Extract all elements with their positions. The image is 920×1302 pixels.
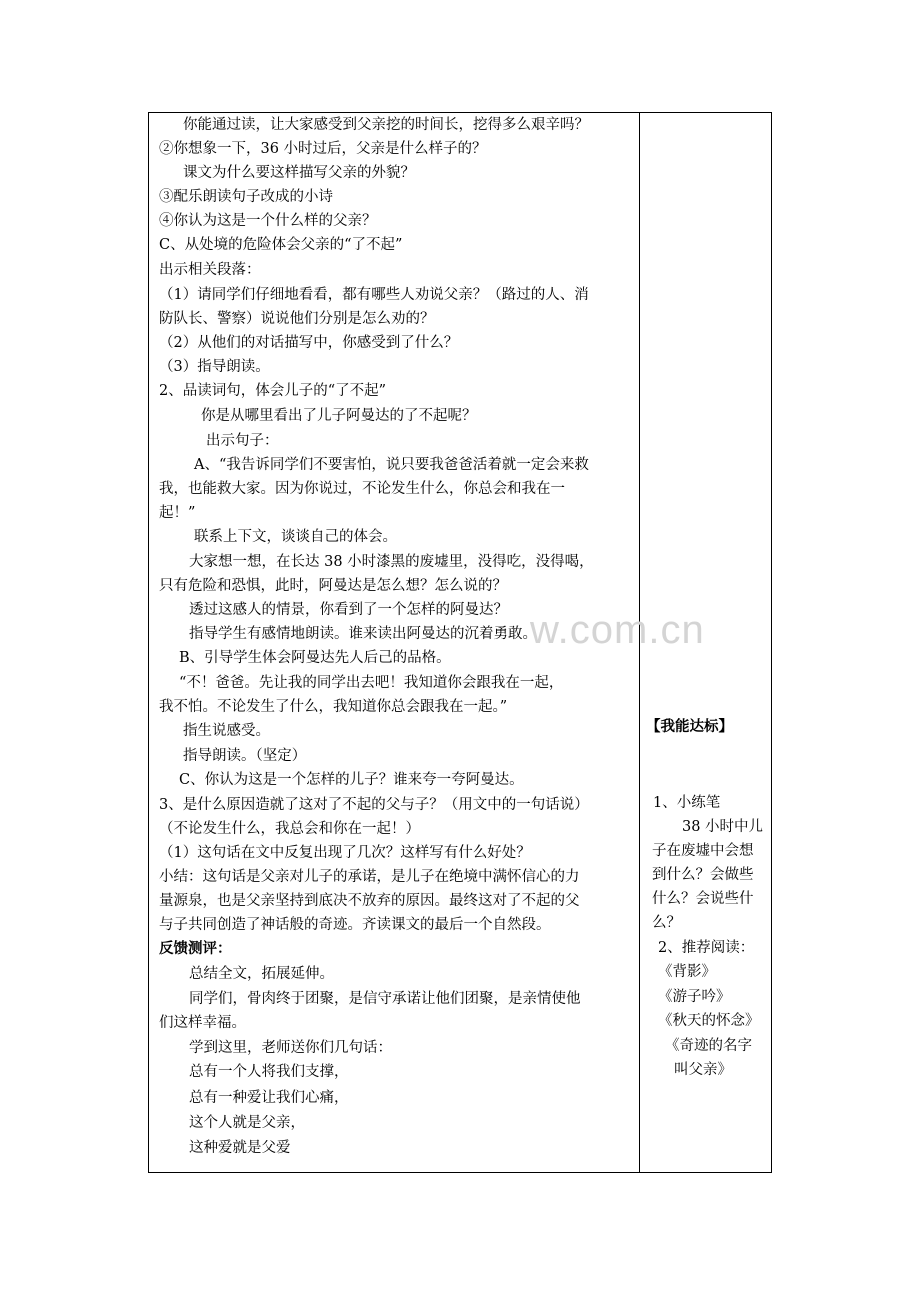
main-line: （不论发生什么，我总会和你在一起！） [159, 821, 420, 837]
side-line: 2、推荐阅读： [658, 940, 755, 956]
main-line: 大家想一想，在长达 38 小时漆黑的废墟里，没得吃，没得喝， [189, 554, 594, 570]
main-line: 我，也能救大家。因为你说过，不论发生什么，你总会和我在一 [159, 481, 565, 497]
main-line: 学到这里，老师送你们几句话： [189, 1040, 392, 1056]
main-line: 指生说感受。 [183, 723, 270, 739]
main-line: A、“我告诉同学们不要害怕，说只要我爸爸活着就一定会来救 [194, 457, 589, 473]
main-line: 你是从哪里看出了儿子阿曼达的了不起呢？ [201, 408, 477, 424]
main-line: B、引导学生体会阿曼达先人后己的品格。 [179, 650, 451, 666]
side-line: 38 小时中儿 [682, 819, 764, 835]
main-line: 2、品读词句，体会儿子的“了不起” [159, 383, 387, 399]
main-line: ②你想象一下，36 小时过后，父亲是什么样子的？ [159, 141, 487, 157]
side-line: 子在废墟中会想 [652, 843, 754, 859]
main-line: 总有一个人将我们支撑， [189, 1064, 349, 1080]
main-line: （1）这句话在文中反复出现了几次？这样写有什么好处？ [159, 845, 531, 861]
main-line: 出示句子： [206, 433, 279, 449]
side-line: 叫父亲》 [674, 1062, 732, 1078]
main-line: 只有危险和恐惧，此时，阿曼达是怎么想？怎么说的？ [159, 578, 507, 594]
main-line: 起！” [159, 505, 196, 521]
main-line: 透过这感人的情景，你看到了一个怎样的阿曼达？ [189, 602, 508, 618]
side-line: 《游子吟》 [658, 989, 731, 1005]
main-line: 我不怕。不论发生了什么，我知道你总会跟我在一起。” [159, 699, 508, 715]
main-line: ④你认为这是一个什么样的父亲？ [159, 213, 377, 229]
main-line: 总有一种爱让我们心痛， [189, 1090, 349, 1106]
main-line: 3、是什么原因造就了这对了不起的父与子？（用文中的一句话说） [159, 797, 589, 813]
main-line: C、从处境的危险体会父亲的“了不起” [159, 237, 403, 253]
main-line: 防队长、警察）说说他们分别是怎么劝的？ [159, 311, 435, 327]
side-line: 什么？会说些什 [652, 891, 754, 907]
main-line: ③配乐朗读句子改成的小诗 [159, 189, 333, 205]
main-line: “不！爸爸。先让我的同学出去吧！我知道你会跟我在一起， [179, 675, 564, 691]
main-line: 同学们，骨肉终于团聚，是信守承诺让他们团聚，是亲情使他 [189, 991, 581, 1007]
main-line: 指导朗读。（坚定） [183, 748, 307, 764]
main-line: 量源泉，也是父亲坚持到底决不放弃的原因。最终这对了不起的父 [159, 893, 580, 909]
main-line: 这个人就是父亲， [189, 1115, 305, 1131]
side-line: 1、小练笔 [653, 795, 721, 811]
feedback-heading: 反馈测评： [159, 941, 232, 957]
watermark-text: w.com.cn [530, 608, 705, 652]
main-line: 总结全文，拓展延伸。 [189, 966, 334, 982]
side-line: 《背影》 [658, 964, 716, 980]
main-line: 课文为什么要这样描写父亲的外貌？ [183, 165, 415, 181]
main-line: （1）请同学们仔细地看看，都有哪些人劝说父亲？（路过的人、消 [159, 287, 589, 303]
main-line: 们这样幸福。 [159, 1015, 246, 1031]
main-line: 你能通过读，让大家感受到父亲挖的时间长，挖得多么艰辛吗？ [183, 117, 589, 133]
main-line: 联系上下文，谈谈自己的体会。 [194, 529, 397, 545]
side-line: 《秋天的怀念》 [658, 1013, 760, 1029]
main-line: 这种爱就是父爱 [189, 1140, 291, 1156]
main-line: 与子共同创造了神话般的奇迹。齐读课文的最后一个自然段。 [159, 917, 551, 933]
main-line: （2）从他们的对话描写中，你感受到了什么？ [159, 335, 459, 351]
main-line: C、你认为这是一个怎样的儿子？谁来夸一夸阿曼达。 [179, 772, 524, 788]
side-line: 到什么？会做些 [652, 867, 754, 883]
main-line: 指导学生有感情地朗读。谁来读出阿曼达的沉着勇敢。 [189, 626, 537, 642]
side-line: 么？ [652, 915, 681, 931]
side-heading: 【我能达标】 [646, 718, 733, 735]
main-line: 小结：这句话是父亲对儿子的承诺，是儿子在绝境中满怀信心的力 [159, 869, 580, 885]
main-line: 出示相关段落： [159, 262, 261, 278]
main-line: （3）指导朗读。 [159, 359, 270, 375]
side-line: 《奇迹的名字 [665, 1038, 752, 1054]
